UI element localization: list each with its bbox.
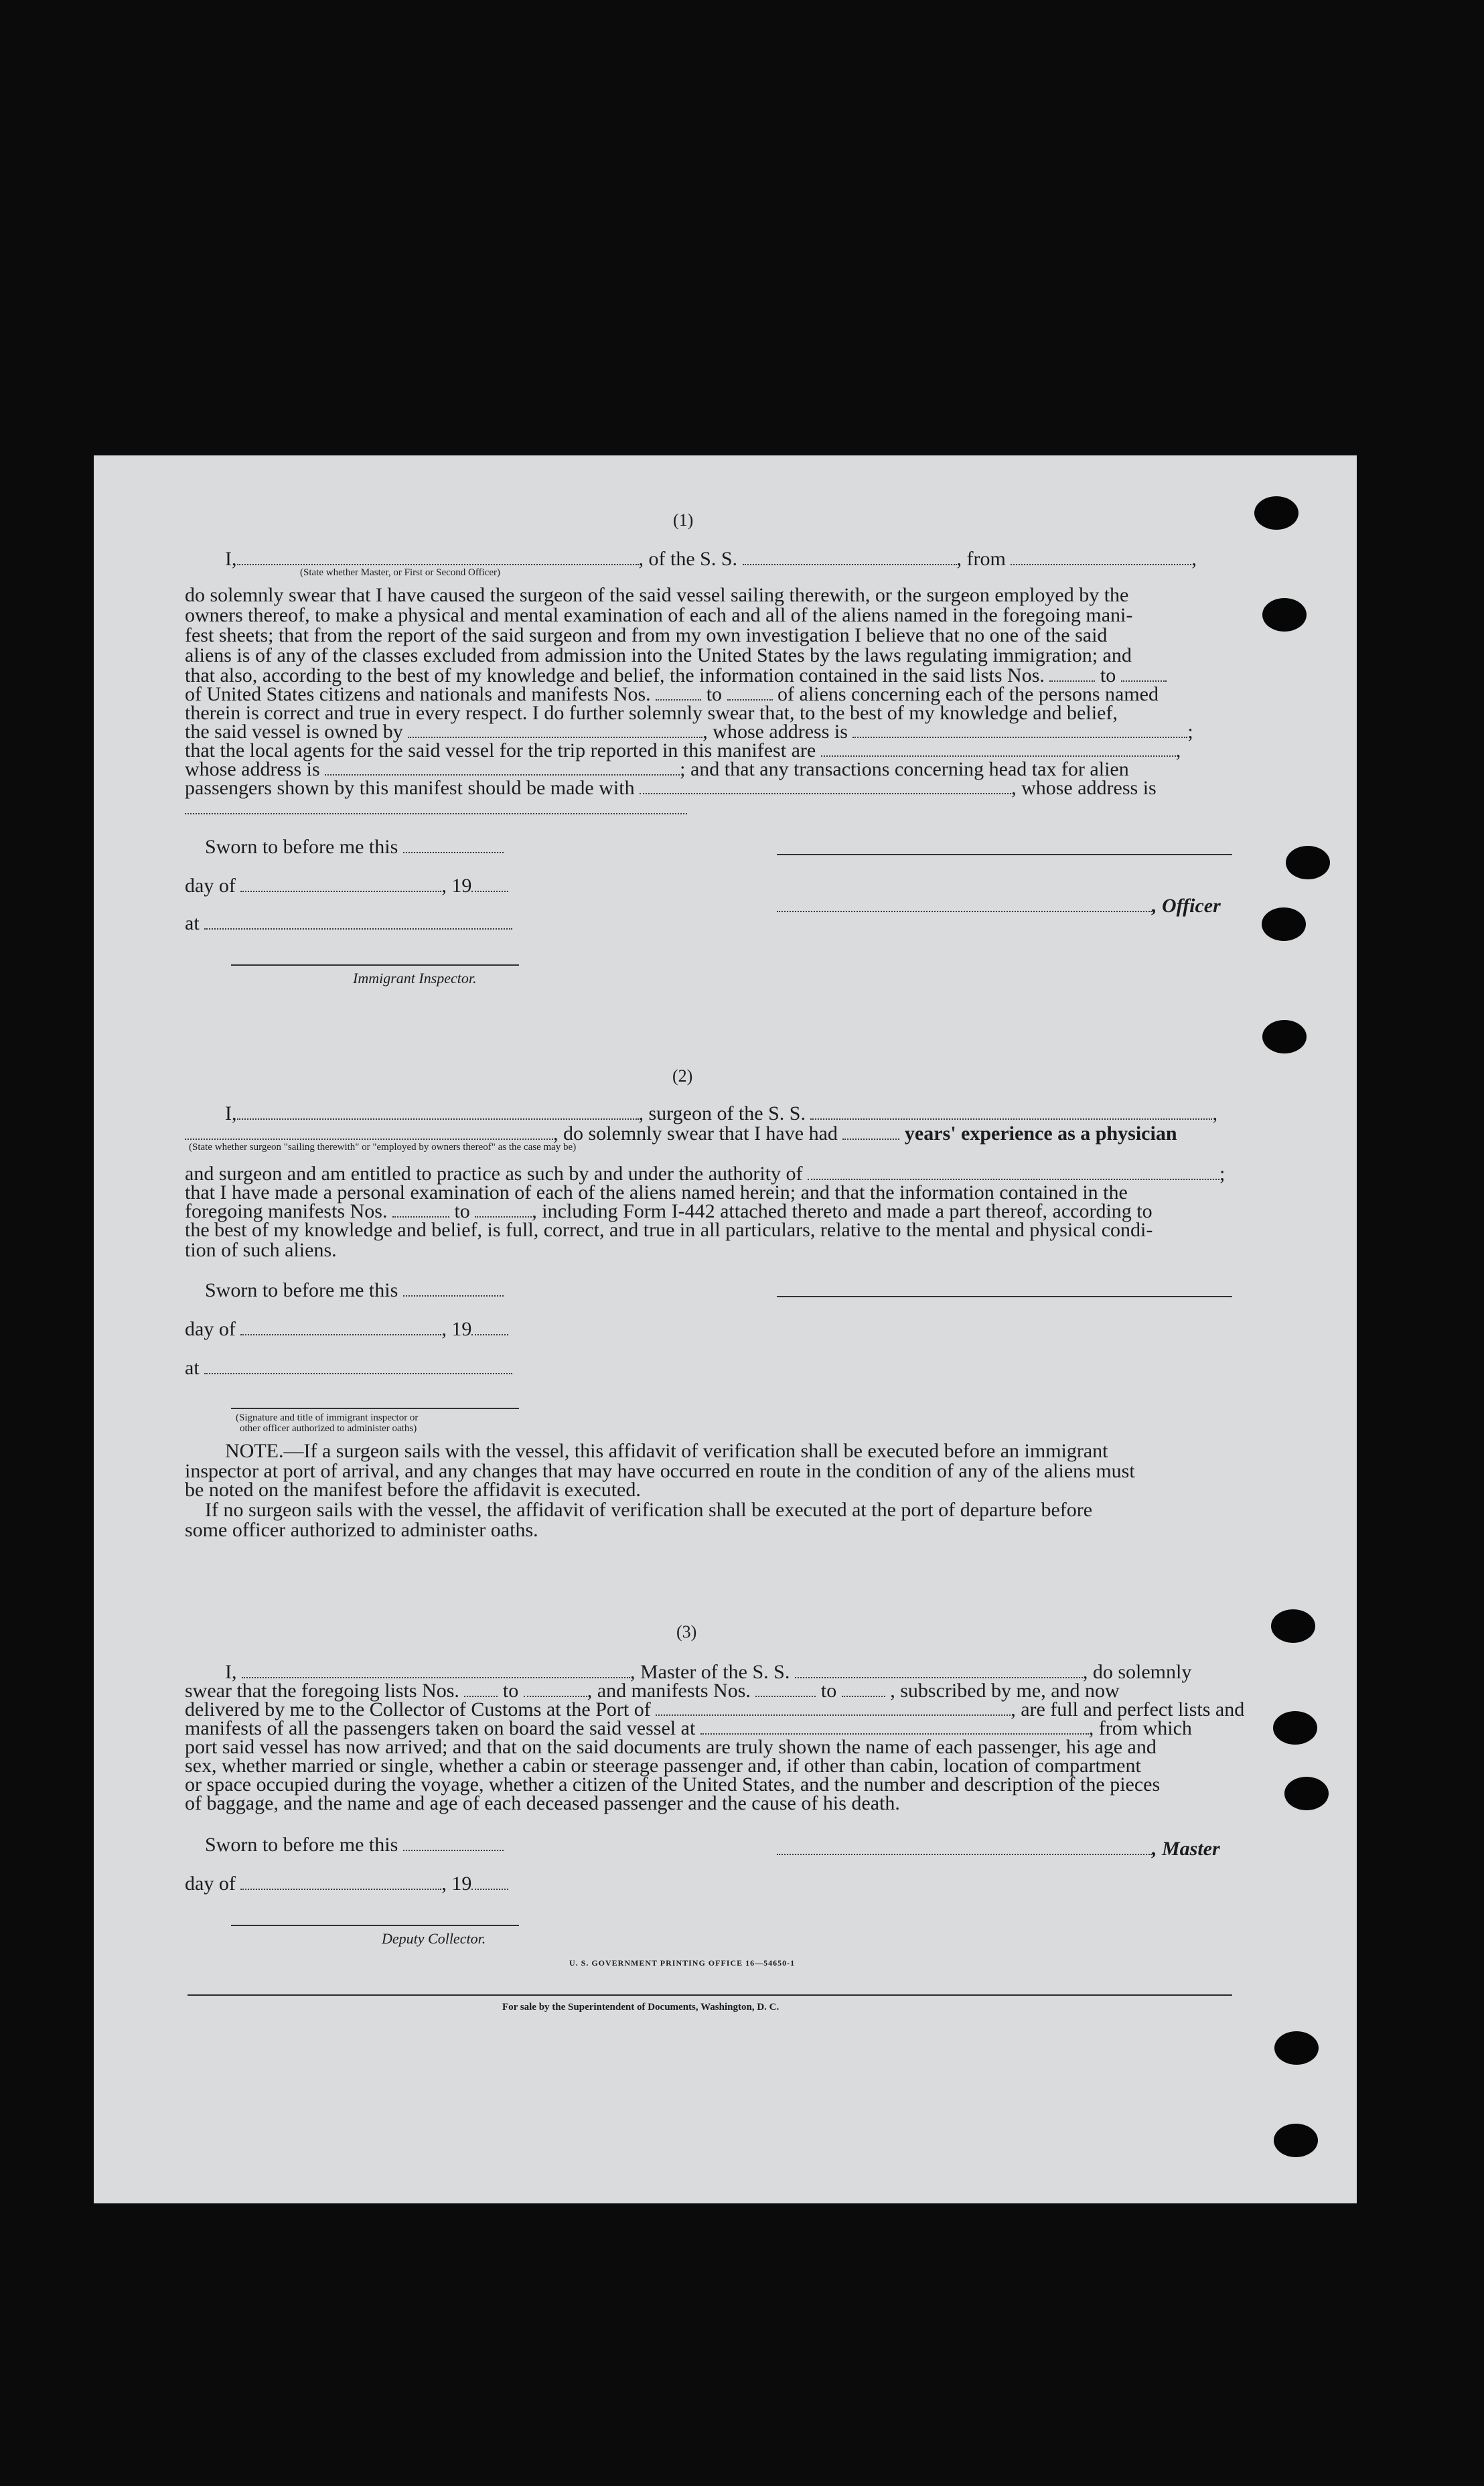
binder-hole <box>1273 1711 1317 1745</box>
text-line: swear that the foregoing lists Nos. to , and manifests Nos. to , subscribed by me, and now <box>185 1680 1120 1702</box>
sworn-line: Sworn to before me this <box>205 836 504 859</box>
text-line: of United States citizens and nationals and manifests Nos. to of aliens concerning each of the persons named <box>185 683 1159 705</box>
note-line: some officer authorized to administer oaths. <box>185 1519 538 1541</box>
text-line: port said vessel has now arrived; and that on the said documents are truly shown the name of each passenger, his age and <box>185 1736 1157 1758</box>
text-line: tion of such aliens. <box>185 1239 337 1261</box>
note-line: inspector at port of arrival, and any changes that may have occurred en route in the condition of any of the aliens must <box>185 1460 1135 1482</box>
binder-hole <box>1262 907 1306 941</box>
officer-signature-line <box>777 854 1232 855</box>
text-line: of baggage, and the name and age of each deceased passenger and the cause of his death. <box>185 1792 900 1814</box>
text-line: sex, whether married or single, whether a cabin or steerage passenger and, if other than cabin, location of compartment <box>185 1755 1141 1777</box>
inspector-caption: Immigrant Inspector. <box>353 970 477 986</box>
binder-hole <box>1274 2124 1318 2157</box>
text-line: or space occupied during the voyage, whether a citizen of the United States, and the number and description of the pieces <box>185 1773 1161 1796</box>
day-line: day of , 19 <box>185 875 508 897</box>
signature-hint: (Signature and title of immigrant inspector or <box>236 1412 419 1423</box>
text-line: delivered by me to the Collector of Customs at the Port of , are full and perfect lists and <box>185 1698 1245 1721</box>
inspector-signature-line <box>231 964 519 966</box>
field-hint: (State whether Master, or First or Second Officer) <box>300 567 501 578</box>
sworn-line: Sworn to before me this <box>205 1279 504 1302</box>
collector-caption: Deputy Collector. <box>382 1930 486 1947</box>
text-line: passengers shown by this manifest should be made with , whose address is <box>185 777 1157 799</box>
field-hint: (State whether surgeon "sailing therewith" or "employed by owners thereof" as the case may be) <box>189 1142 577 1153</box>
binder-hole <box>1271 1609 1315 1643</box>
blank-line <box>185 797 687 820</box>
text-line: that I have made a personal examination of each of the aliens named herein; and that the information contained in the <box>185 1181 1128 1203</box>
text-line: that also, according to the best of my knowledge and belief, the information contained in the said lists Nos. to <box>185 664 1167 687</box>
inspector-signature-line <box>231 1408 519 1409</box>
printing-office-line: U. S. GOVERNMENT PRINTING OFFICE 16—54650-1 <box>569 1958 796 1968</box>
collector-signature-line <box>231 1925 519 1926</box>
text-line: do solemnly swear that I have caused the surgeon of the said vessel sailing therewith, or the surgeon employed by the <box>185 584 1129 606</box>
text-line: foregoing manifests Nos. to , including Form I-442 attached thereto and made a part thereof, according to <box>185 1200 1153 1222</box>
text-line: and surgeon and am entitled to practice as such by and under the authority of ; <box>185 1163 1226 1185</box>
day-line: day of , 19 <box>185 1318 508 1341</box>
text-line: fest sheets; that from the report of the said surgeon and from my own investigation I believe that no one of the said <box>185 624 1108 646</box>
note-line: If no surgeon sails with the vessel, the affidavit of verification shall be executed at the port of departure before <box>205 1499 1093 1521</box>
section3-line1: I, , Master of the S. S. , do solemnly <box>225 1661 1192 1683</box>
text-line: owners thereof, to make a physical and mental examination of each and all of the aliens named in the foregoing mani- <box>185 604 1133 626</box>
at-line: at <box>185 1357 512 1380</box>
binder-hole <box>1274 2031 1319 2065</box>
master-line: , Master <box>777 1838 1220 1860</box>
signature-hint: other officer authorized to administer oaths) <box>240 1423 417 1434</box>
text-line: aliens is of any of the classes excluded from admission into the United States by the laws regulating immigration; and <box>185 644 1132 666</box>
text-line: that the local agents for the said vessel for the trip reported in this manifest are , <box>185 739 1181 761</box>
text-line: whose address is ; and that any transactions concerning head tax for alien <box>185 758 1129 780</box>
binder-hole <box>1286 846 1330 879</box>
binder-hole <box>1262 1020 1307 1053</box>
officer-line: , Officer <box>777 895 1221 918</box>
section1-line1: I, , of the S. S. , from , <box>225 548 1197 570</box>
binder-hole <box>1254 496 1298 530</box>
section-number: (3) <box>676 1622 697 1641</box>
for-sale-line: For sale by the Superintendent of Documents, Washington, D. C. <box>502 2002 780 2013</box>
footer-rule <box>188 1994 1232 1996</box>
binder-hole <box>1284 1777 1329 1810</box>
at-line: at <box>185 912 512 935</box>
section2-line2: , do solemnly swear that I have had years' experience as a physician <box>185 1122 1177 1145</box>
text-line: the best of my knowledge and belief, is full, correct, and true in all particulars, relative to the mental and physical condi- <box>185 1219 1153 1241</box>
text-line: therein is correct and true in every respect. I do further solemnly swear that, to the best of my knowledge and belief, <box>185 702 1118 724</box>
note-line: NOTE.—If a surgeon sails with the vessel, this affidavit of verification shall be executed before an immigrant <box>225 1440 1108 1462</box>
section-number: (2) <box>672 1066 693 1086</box>
sworn-line: Sworn to before me this <box>205 1834 504 1856</box>
note-line: be noted on the manifest before the affidavit is executed. <box>185 1479 641 1501</box>
text-line: the said vessel is owned by , whose address is ; <box>185 721 1193 743</box>
section-number: (1) <box>673 510 694 530</box>
day-line: day of , 19 <box>185 1873 508 1895</box>
binder-hole <box>1262 598 1307 632</box>
text-line: manifests of all the passengers taken on board the said vessel at , from which <box>185 1717 1192 1739</box>
section2-line1: I, , surgeon of the S. S. , <box>225 1102 1217 1124</box>
surgeon-signature-line <box>777 1296 1232 1297</box>
